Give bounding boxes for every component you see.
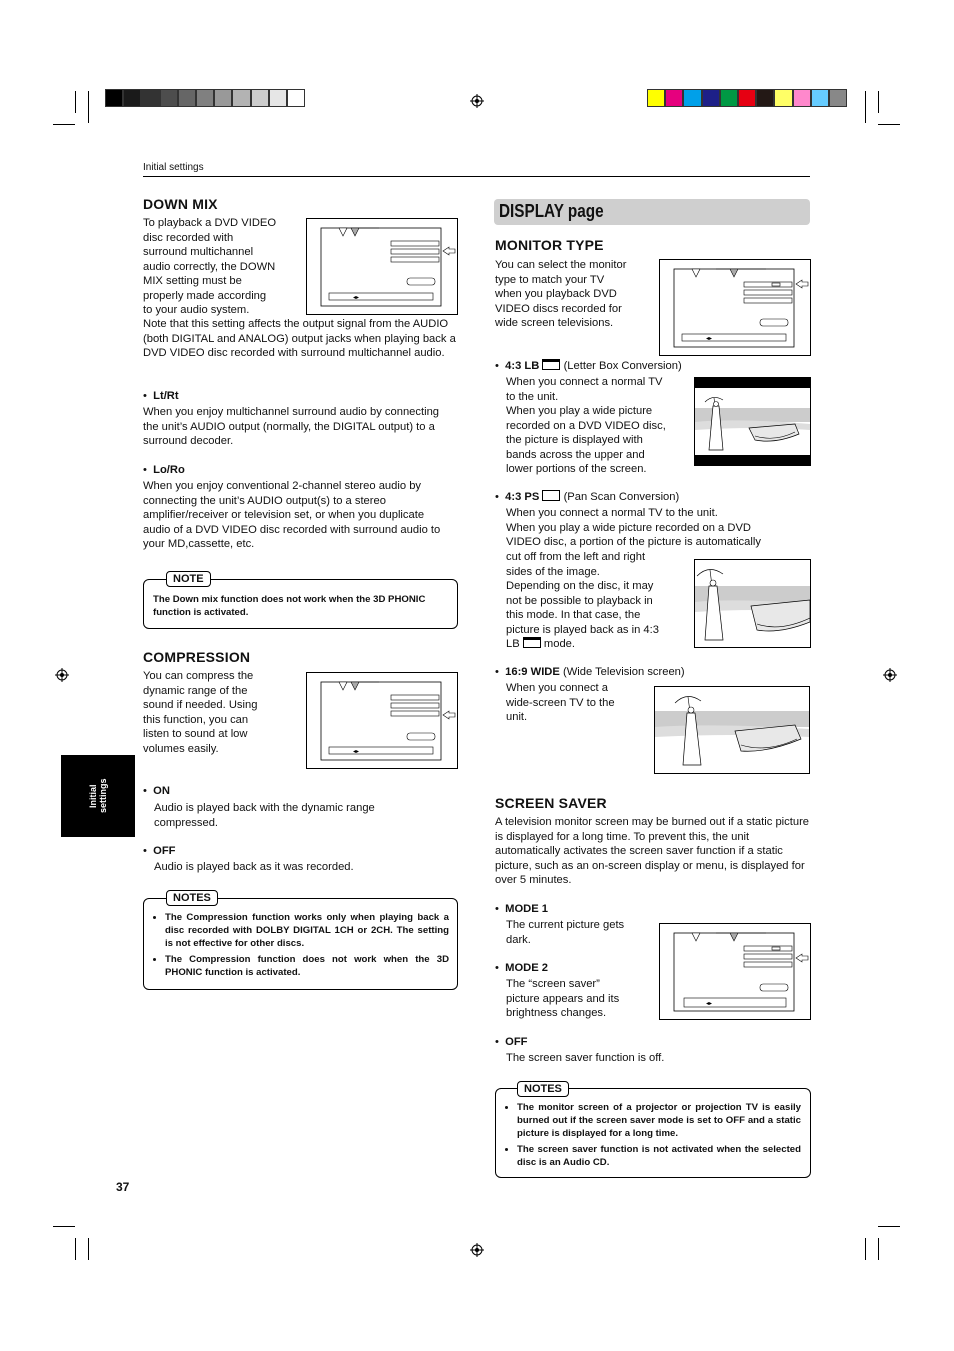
pan-scan-icon [542, 490, 560, 501]
crop-mark [53, 1226, 75, 1227]
color-swatch [665, 89, 683, 107]
color-swatch [251, 89, 269, 107]
down-mix-note-paragraph: Note that this setting affects the output signal from the AUDIO (both DIGITAL and ANALOG) output jacks when playing back a DVD VIDEO disc recorded with surround multichannel audio. [143, 318, 456, 359]
menu-screenshot [659, 923, 811, 1020]
color-swatch [756, 89, 774, 107]
color-swatch [720, 89, 738, 107]
notes-tag: NOTES [517, 1081, 569, 1097]
color-swatch [702, 89, 720, 107]
color-swatch [105, 89, 123, 107]
monitor-type-heading: MONITOR TYPE [495, 237, 604, 253]
svg-text:◂▸: ◂▸ [353, 294, 360, 301]
list-item: • The screen saver function is not activated when the selected disc is an Audio CD. [517, 1143, 801, 1169]
menu-screenshot [659, 259, 811, 356]
crop-mark [75, 91, 76, 113]
svg-text:◂▸: ◂▸ [353, 748, 360, 755]
wide-text: When you connect a wide-screen TV to the unit. [506, 682, 615, 723]
compression-heading: COMPRESSION [143, 649, 251, 665]
compression-on-text: Audio is played back with the dynamic range compressed. [154, 802, 375, 829]
mode2-label: • MODE 2 [495, 962, 549, 974]
header-section: Initial settings [143, 162, 204, 173]
color-swatch [793, 89, 811, 107]
list-item: • The monitor screen of a projector or projection TV is easily burned out if the screen saver mode is set to OFF and a static picture is displayed for a long time. [517, 1101, 801, 1140]
page-number: 37 [116, 1180, 130, 1194]
screen-saver-intro: A television monitor screen may be burned out if a static picture is displayed for a long time. To prevent this, the unit automatically activates the screen saver function if a static picture, such as an on-screen display or menu, is displayed for over 5 minutes. [495, 816, 810, 886]
crop-mark [53, 124, 75, 125]
screen-saver-heading: SCREEN SAVER [495, 795, 607, 811]
compression-notes [153, 911, 449, 982]
menu-screenshot [306, 218, 458, 315]
crop-mark [878, 124, 900, 125]
svg-text:◂▸: ◂▸ [706, 1000, 713, 1007]
color-swatch [123, 89, 141, 107]
color-swatch [738, 89, 756, 107]
header-rule [143, 176, 810, 177]
crop-mark [878, 1226, 900, 1227]
wide-picture [654, 686, 810, 774]
ps-text: When you connect a normal TV to the unit. When you play a wide picture recorded on a DVD VIDEO disc, a portion of the picture is automatically [506, 507, 761, 548]
compression-off-text: Audio is played back as it was recorded. [154, 861, 354, 873]
screen-saver-notes [505, 1101, 801, 1172]
loro-label: • Lo/Ro [143, 464, 185, 476]
svg-text:◂▸: ◂▸ [706, 335, 713, 342]
color-swatch [178, 89, 196, 107]
color-swatch [269, 89, 287, 107]
letterbox-icon [542, 359, 560, 370]
ltrt-label: • Lt/Rt [143, 390, 179, 402]
pan-scan-picture [694, 559, 811, 648]
color-swatch [287, 89, 305, 107]
color-swatch [160, 89, 178, 107]
sidebar-label: settings [98, 778, 108, 814]
down-mix-note-text: The Down mix function does not work when the 3D PHONIC function is activated. [153, 594, 426, 618]
registration-mark-icon [55, 668, 69, 682]
mode1-label: • MODE 1 [495, 903, 549, 915]
note-tag: NOTE [166, 571, 211, 587]
crop-mark [865, 1238, 866, 1260]
lb-option: • 4:3 LB (Letter Box Conversion) [495, 360, 682, 372]
registration-mark-icon [470, 94, 484, 108]
compression-on-label: • ON [143, 785, 170, 797]
color-swatch [829, 89, 847, 107]
screen-saver-off-label: • OFF [495, 1036, 528, 1048]
crop-mark [75, 1238, 76, 1260]
crop-mark [88, 91, 89, 123]
color-swatch [196, 89, 214, 107]
ps-text-continued: cut off from the left and right sides of the image. Depending on the disc, it may not be possible to playback in this mode. In that case, the picture is played back as in 4:3 LB mode. [506, 551, 659, 650]
color-swatch [232, 89, 250, 107]
down-mix-intro: To playback a DVD VIDEO disc recorded with surround multichannel audio correctly, the DOWN MIX setting must be properly made according to your audio system. [143, 217, 277, 316]
mode1-text: The current picture gets dark. [506, 919, 625, 946]
registration-mark-icon [883, 668, 897, 682]
list-item: • The Compression function works only when playing back a disc recorded with DOLBY DIGITAL 1CH or 2CH. The setting is not effective for other discs. [165, 911, 449, 950]
crop-mark [878, 91, 879, 113]
monitor-type-intro: You can select the monitor type to match your TV when you playback DVD VIDEO discs recorded for wide screen televisions. [495, 259, 627, 329]
down-mix-heading: DOWN MIX [143, 196, 218, 212]
crop-mark [878, 1238, 879, 1260]
list-item: • The Compression function does not work when the 3D PHONIC function is activated. [165, 953, 449, 979]
sidebar-tab [61, 755, 135, 837]
letterbox-picture [694, 377, 811, 466]
wide-option: • 16:9 WIDE (Wide Television screen) [495, 666, 685, 678]
notes-tag: NOTES [166, 890, 218, 906]
menu-screenshot [306, 672, 458, 769]
color-swatch [811, 89, 829, 107]
lb-text: When you connect a normal TV to the unit. When you play a wide picture recorded on a DVD VIDEO disc, the picture is displayed with bands across the upper and lower portions of the screen. [506, 376, 666, 475]
compression-intro: You can compress the dynamic range of the sound if needed. Using this function, you can listen to sound at low volumes easily. [143, 670, 258, 755]
mode2-text: The “screen saver” picture appears and its brightness changes. [506, 978, 620, 1019]
registration-mark-icon [470, 1243, 484, 1257]
ps-option: • 4:3 PS (Pan Scan Conversion) [495, 491, 680, 503]
color-swatch [647, 89, 665, 107]
ltrt-text: When you enjoy multichannel surround audio by connecting the unit’s AUDIO output (normally, the DIGITAL output) to a surround decoder. [143, 406, 440, 447]
sidebar-label: Initial [88, 784, 98, 808]
color-swatch [141, 89, 159, 107]
crop-mark [865, 91, 866, 123]
color-swatch [214, 89, 232, 107]
compression-off-label: • OFF [143, 845, 176, 857]
display-page-title: DISPLAY page [499, 201, 604, 221]
loro-text: When you enjoy conventional 2-channel stereo audio by connecting the unit’s AUDIO output(s) to a stereo amplifier/receiver or television set, or when you duplicate audio of a DVD VIDEO disc recorded with surround audio to your MD,cassette, etc. [143, 480, 441, 550]
color-swatch [683, 89, 701, 107]
crop-mark [88, 1238, 89, 1260]
color-swatch [774, 89, 792, 107]
screen-saver-off-text: The screen saver function is off. [506, 1052, 665, 1064]
letterbox-icon [523, 637, 541, 648]
